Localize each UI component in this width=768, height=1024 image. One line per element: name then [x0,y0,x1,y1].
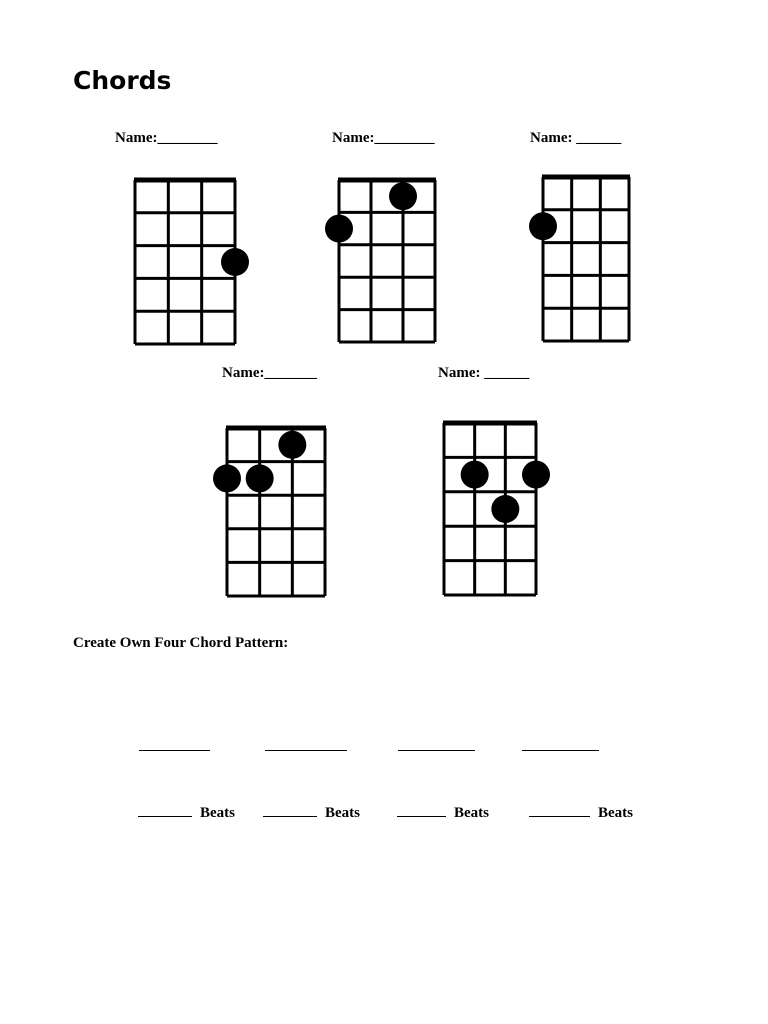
pattern-heading: Create Own Four Chord Pattern: [73,635,289,651]
beats-blank-1[interactable] [138,802,192,817]
beats-entry-2 [263,802,360,822]
chord-name-label-2: Name:________ [332,130,435,146]
chord-name-label-3: Name: ______ [530,130,622,146]
pattern-chord-blank-1[interactable] [139,750,210,751]
finger-dot [522,461,550,489]
beats-label-4: Beats [598,805,633,821]
beats-entry-1 [138,802,235,822]
beats-label-2: Beats [325,805,360,821]
finger-dot [461,461,489,489]
beats-entry-4 [529,802,633,822]
beats-label-3: Beats [454,805,489,821]
beats-blank-3[interactable] [397,802,446,817]
chord-name-label-4: Name:_______ [222,365,317,381]
page-title: Chords [73,66,172,95]
pattern-chord-blank-2[interactable] [265,750,347,751]
chord-name-label-1: Name:________ [115,130,218,146]
beats-entry-3 [397,802,489,822]
beats-blank-2[interactable] [263,802,317,817]
pattern-chord-blank-3[interactable] [398,750,475,751]
pattern-chord-blank-4[interactable] [522,750,599,751]
finger-dot [491,495,519,523]
chord-name-label-5: Name: ______ [438,365,530,381]
beats-label-1: Beats [200,805,235,821]
beats-blank-4[interactable] [529,802,590,817]
